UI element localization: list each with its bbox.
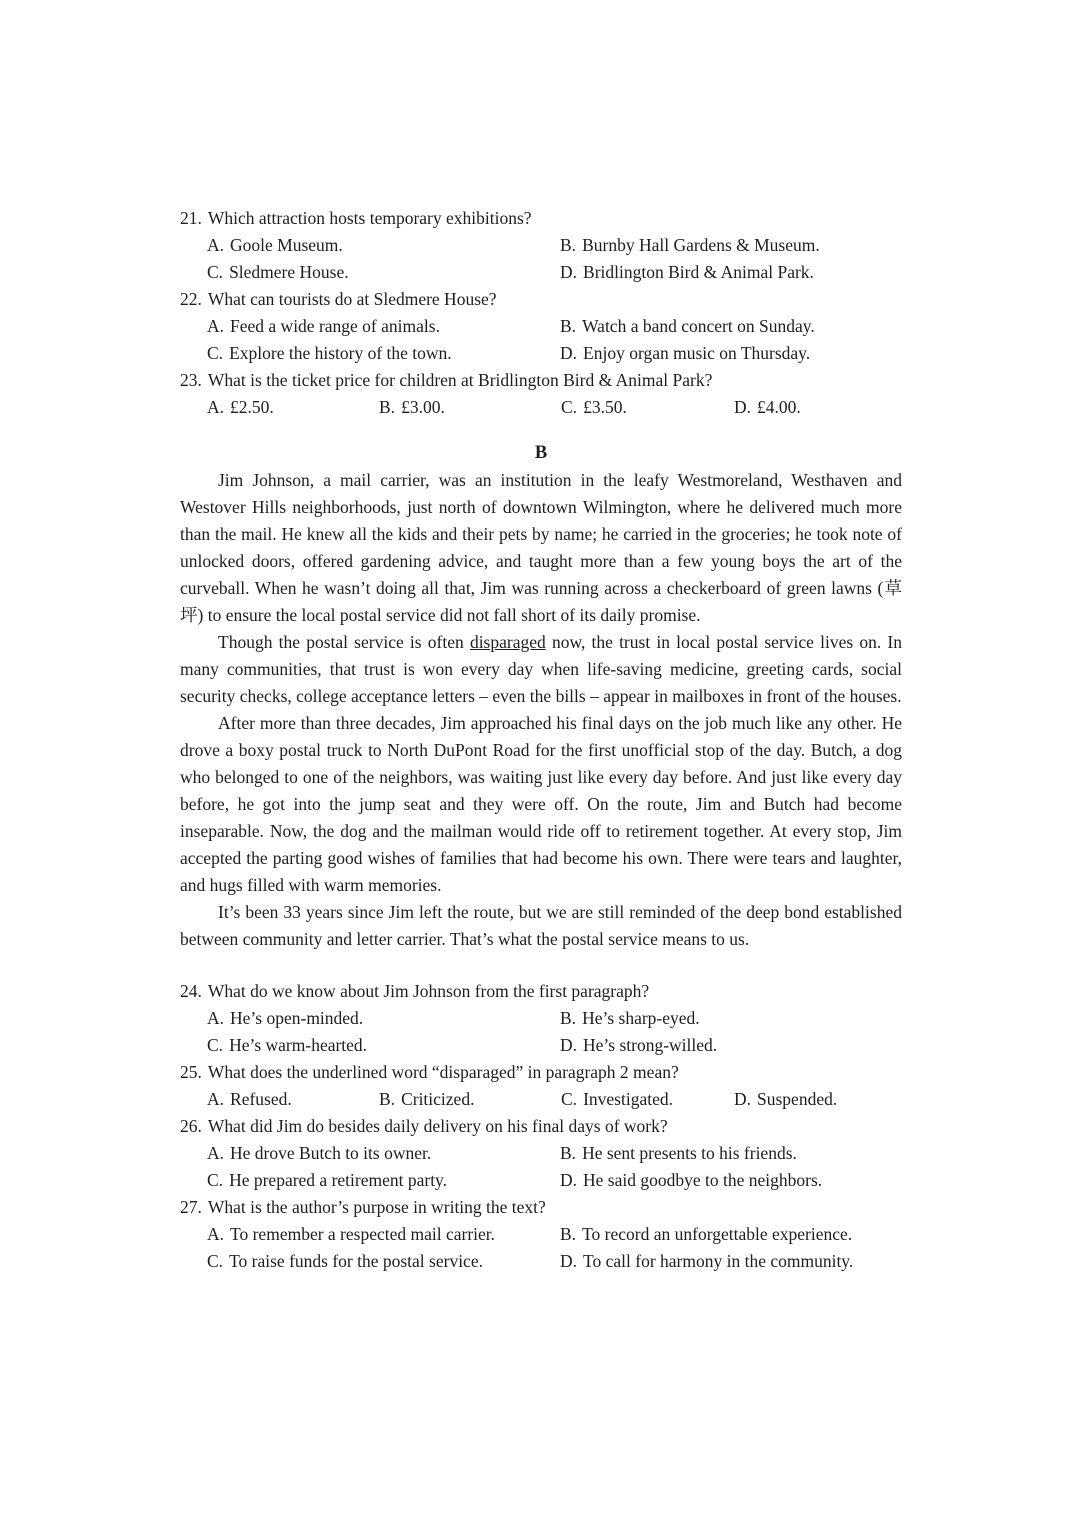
question-stem: What is the ticket price for children at Bridlington Bird & Animal Park? bbox=[207, 370, 713, 390]
option-text: Watch a band concert on Sunday. bbox=[582, 316, 815, 336]
option-label: A. bbox=[207, 1143, 225, 1163]
option-text: Refused. bbox=[230, 1089, 292, 1109]
option-d bbox=[734, 1086, 902, 1113]
option-label: D. bbox=[560, 343, 578, 363]
option-text: Burnby Hall Gardens & Museum. bbox=[582, 235, 820, 255]
question-26 bbox=[180, 1113, 902, 1194]
question-stem: What does the underlined word “disparaged” in paragraph 2 mean? bbox=[207, 1062, 679, 1082]
option-d bbox=[560, 340, 902, 367]
option-text: He prepared a retirement party. bbox=[229, 1170, 448, 1190]
question-22-head bbox=[180, 286, 902, 313]
option-text: Enjoy organ music on Thursday. bbox=[583, 343, 811, 363]
option-c bbox=[207, 1167, 560, 1194]
option-text: He’s warm-hearted. bbox=[229, 1035, 368, 1055]
reading-passage bbox=[180, 467, 902, 953]
option-label: B. bbox=[560, 316, 577, 336]
option-text: He said goodbye to the neighbors. bbox=[583, 1170, 823, 1190]
option-label: A. bbox=[207, 235, 225, 255]
option-label: C. bbox=[207, 343, 224, 363]
option-text: Investigated. bbox=[583, 1089, 673, 1109]
option-label: C. bbox=[561, 1089, 578, 1109]
paragraph-2-text-after: now, the trust in local postal service lives on. In many communities, that trust is won every day when life-saving medicine, greeting cards, social security checks, college acceptance letters – even the bills – appear in mailboxes in front of the houses. bbox=[180, 632, 902, 706]
option-d bbox=[560, 1167, 902, 1194]
option-b bbox=[560, 1140, 902, 1167]
question-21 bbox=[180, 205, 902, 286]
option-b bbox=[560, 232, 902, 259]
option-label: B. bbox=[379, 1089, 396, 1109]
option-text: He drove Butch to its owner. bbox=[230, 1143, 432, 1163]
option-a bbox=[207, 1140, 560, 1167]
option-label: D. bbox=[734, 397, 752, 417]
option-text: Goole Museum. bbox=[230, 235, 343, 255]
option-text: Suspended. bbox=[757, 1089, 838, 1109]
option-label: B. bbox=[379, 397, 396, 417]
option-label: A. bbox=[207, 1089, 225, 1109]
option-text: £2.50. bbox=[230, 397, 274, 417]
option-c bbox=[207, 340, 560, 367]
question-27-head bbox=[180, 1194, 902, 1221]
underlined-word-disparaged: disparaged bbox=[469, 632, 546, 652]
option-label: D. bbox=[560, 1035, 578, 1055]
option-d bbox=[560, 1032, 902, 1059]
question-stem: What do we know about Jim Johnson from the first paragraph? bbox=[207, 981, 650, 1001]
option-a bbox=[207, 1221, 560, 1248]
option-d bbox=[734, 394, 902, 421]
option-text: Feed a wide range of animals. bbox=[230, 316, 440, 336]
option-label: B. bbox=[560, 1008, 577, 1028]
option-text: To raise funds for the postal service. bbox=[229, 1251, 483, 1271]
option-text: Bridlington Bird & Animal Park. bbox=[583, 262, 814, 282]
question-27-options bbox=[207, 1221, 902, 1275]
question-25 bbox=[180, 1059, 902, 1113]
passage-paragraph-2 bbox=[180, 629, 902, 710]
option-text: He sent presents to his friends. bbox=[582, 1143, 797, 1163]
option-a bbox=[207, 1005, 560, 1032]
option-label: C. bbox=[561, 397, 578, 417]
option-label: B. bbox=[560, 235, 577, 255]
question-stem: What did Jim do besides daily delivery on his final days of work? bbox=[207, 1116, 668, 1136]
question-24-options bbox=[207, 1005, 902, 1059]
question-23 bbox=[180, 367, 902, 421]
option-label: A. bbox=[207, 1224, 225, 1244]
question-number: 24. bbox=[180, 981, 202, 1001]
question-number: 23. bbox=[180, 370, 202, 390]
option-text: To call for harmony in the community. bbox=[583, 1251, 854, 1271]
exam-content bbox=[180, 205, 902, 1275]
option-b bbox=[379, 1086, 561, 1113]
comprehension-questions bbox=[180, 978, 902, 1275]
question-24 bbox=[180, 978, 902, 1059]
paragraph-2-text-before: Though the postal service is often bbox=[218, 632, 470, 652]
option-text: £3.00. bbox=[401, 397, 445, 417]
option-a bbox=[207, 313, 560, 340]
question-24-head bbox=[180, 978, 902, 1005]
question-stem: What is the author’s purpose in writing the text? bbox=[207, 1197, 546, 1217]
question-stem: Which attraction hosts temporary exhibitions? bbox=[207, 208, 532, 228]
option-label: C. bbox=[207, 1251, 224, 1271]
option-c bbox=[207, 1248, 560, 1275]
option-text: £3.50. bbox=[583, 397, 627, 417]
question-26-options bbox=[207, 1140, 902, 1194]
option-label: C. bbox=[207, 1170, 224, 1190]
option-a bbox=[207, 232, 560, 259]
option-label: B. bbox=[560, 1224, 577, 1244]
question-25-options bbox=[207, 1086, 902, 1113]
option-label: C. bbox=[207, 262, 224, 282]
question-22-options bbox=[207, 313, 902, 367]
option-text: To remember a respected mail carrier. bbox=[230, 1224, 496, 1244]
option-label: A. bbox=[207, 316, 225, 336]
option-b bbox=[560, 1005, 902, 1032]
question-21-options bbox=[207, 232, 902, 286]
question-number: 25. bbox=[180, 1062, 202, 1082]
option-c bbox=[561, 394, 734, 421]
passage-paragraph-4: It’s been 33 years since Jim left the route, but we are still reminded of the deep bond established between community and letter carrier. That’s what the postal service means to us. bbox=[180, 902, 902, 949]
option-a bbox=[207, 1086, 379, 1113]
option-text: £4.00. bbox=[757, 397, 801, 417]
question-26-head bbox=[180, 1113, 902, 1140]
option-label: B. bbox=[560, 1143, 577, 1163]
option-label: A. bbox=[207, 397, 225, 417]
question-number: 22. bbox=[180, 289, 202, 309]
section-b-heading: B bbox=[534, 443, 548, 463]
option-text: Sledmere House. bbox=[229, 262, 349, 282]
option-text: He’s strong-willed. bbox=[583, 1035, 718, 1055]
question-number: 26. bbox=[180, 1116, 202, 1136]
passage-paragraph-1: Jim Johnson, a mail carrier, was an institution in the leafy Westmoreland, Westhaven and Westover Hills neighborhoods, just north of downtown Wilmington, where he delivered much more than the mail. He knew all the kids and their pets by name; he carried in the groceries; he took note of unlocked doors, offered gardening advice, and taught more than a few young boys the art of the curveball. When he wasn’t doing all that, Jim was running across a checkerboard of green lawns (草坪) to ensure the local postal service did not fall short of its daily promise. bbox=[180, 470, 902, 625]
option-label: D. bbox=[734, 1089, 752, 1109]
question-number: 21. bbox=[180, 208, 202, 228]
option-text: He’s sharp-eyed. bbox=[582, 1008, 700, 1028]
option-c bbox=[207, 1032, 560, 1059]
question-27 bbox=[180, 1194, 902, 1275]
option-label: C. bbox=[207, 1035, 224, 1055]
option-label: D. bbox=[560, 1170, 578, 1190]
option-text: To record an unforgettable experience. bbox=[582, 1224, 853, 1244]
option-d bbox=[560, 259, 902, 286]
question-23-options bbox=[207, 394, 902, 421]
option-b bbox=[560, 1221, 902, 1248]
option-text: Explore the history of the town. bbox=[229, 343, 452, 363]
option-b bbox=[560, 313, 902, 340]
option-text: Criticized. bbox=[401, 1089, 475, 1109]
question-number: 27. bbox=[180, 1197, 202, 1217]
question-25-head bbox=[180, 1059, 902, 1086]
question-21-head bbox=[180, 205, 902, 232]
option-c bbox=[561, 1086, 734, 1113]
option-label: D. bbox=[560, 1251, 578, 1271]
passage-paragraph-3: After more than three decades, Jim approached his final days on the job much like any other. He drove a boxy postal truck to North DuPont Road for the first unofficial stop of the day. Butch, a dog who belonged to one of the neighbors, was waiting just like every day before. And just like every day before, he got into the jump seat and they were off. On the route, Jim and Butch had become inseparable. Now, the dog and the mailman would ride off to retirement together. At every stop, Jim accepted the parting good wishes of families that had become his own. There were tears and laughter, and hugs filled with warm memories. bbox=[180, 713, 902, 895]
option-d bbox=[560, 1248, 902, 1275]
option-text: He’s open-minded. bbox=[230, 1008, 364, 1028]
question-stem: What can tourists do at Sledmere House? bbox=[207, 289, 497, 309]
option-a bbox=[207, 394, 379, 421]
option-label: A. bbox=[207, 1008, 225, 1028]
option-b bbox=[379, 394, 561, 421]
question-23-head bbox=[180, 367, 902, 394]
option-c bbox=[207, 259, 560, 286]
question-22 bbox=[180, 286, 902, 367]
option-label: D. bbox=[560, 262, 578, 282]
